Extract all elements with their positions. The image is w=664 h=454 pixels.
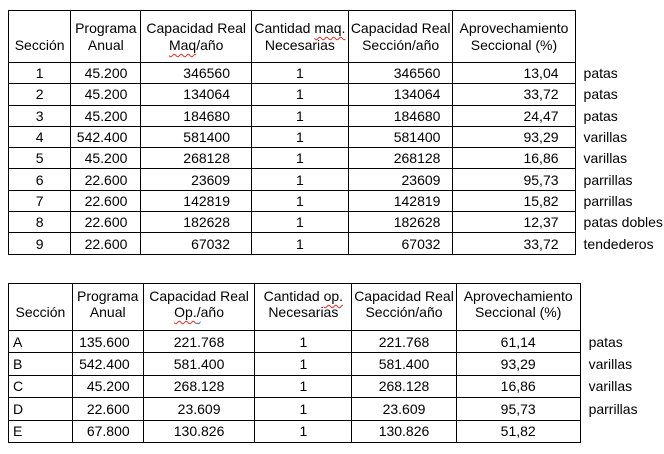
capacidad-real-maq-cell: 184680 <box>141 105 252 126</box>
seccion-cell: 7 <box>9 190 71 211</box>
header-label: Op./año <box>174 304 224 320</box>
header-seccion <box>9 11 71 63</box>
capacidad-real-seccion-cell: 581.400 <box>352 353 457 375</box>
programa-anual-cell: 45.200 <box>71 63 141 84</box>
note-column-spacer <box>575 11 663 63</box>
row-note-label: varillas <box>588 356 633 373</box>
table-row <box>9 84 664 105</box>
table-row <box>9 331 664 353</box>
aprovechamiento-cell: 51,82 <box>456 420 580 442</box>
header-label: Sección <box>15 304 66 320</box>
capacidad-real-seccion-cell: 346560 <box>348 63 453 84</box>
seccion-cell: E <box>9 420 73 442</box>
capacidad-real-seccion-cell: 130.826 <box>352 420 457 442</box>
cantidad-necesarias-cell: 1 <box>252 63 349 84</box>
header-label: Sección/año <box>362 37 440 53</box>
row-note-label <box>580 420 663 442</box>
header-programa-anual <box>71 11 141 63</box>
aprovechamiento-cell: 16,86 <box>456 375 580 397</box>
header-aprovechamiento <box>453 11 575 63</box>
header-label: Cantidad op. <box>263 288 344 304</box>
table-row <box>9 169 664 190</box>
capacidad-real-op-cell: 268.128 <box>143 375 255 397</box>
row-note-label: tendederos <box>583 235 654 252</box>
header-cantidad-necesarias <box>252 11 349 63</box>
cantidad-necesarias-cell: 1 <box>252 105 349 126</box>
capacidad-real-maq-cell: 268128 <box>141 148 252 169</box>
machine-capacity-table <box>8 10 664 255</box>
programa-anual-cell: 67.800 <box>72 420 143 442</box>
aprovechamiento-cell: 61,14 <box>456 331 580 353</box>
capacidad-real-maq-cell: 134064 <box>141 84 252 105</box>
header-label: Capacidad Real <box>149 288 249 304</box>
header-capacidad-real-seccion <box>348 11 453 63</box>
cantidad-necesarias-cell: 1 <box>252 233 349 254</box>
seccion-cell: 3 <box>9 105 71 126</box>
aprovechamiento-cell: 12,37 <box>453 212 575 233</box>
aprovechamiento-cell: 24,47 <box>453 105 575 126</box>
programa-anual-cell: 45.200 <box>71 84 141 105</box>
capacidad-real-op-cell: 581.400 <box>143 353 255 375</box>
header-label: Seccional (%) <box>470 37 558 53</box>
header-programa-anual <box>72 284 143 331</box>
table-row <box>9 148 664 169</box>
table-row <box>9 375 664 397</box>
header-aprovechamiento <box>456 284 580 331</box>
table-row <box>9 353 664 375</box>
cantidad-necesarias-cell: 1 <box>252 84 349 105</box>
capacidad-real-seccion-cell: 134064 <box>348 84 453 105</box>
seccion-cell: 5 <box>9 148 71 169</box>
seccion-cell: C <box>9 375 73 397</box>
table-row <box>9 233 664 254</box>
table-row <box>9 190 664 211</box>
table-header-row <box>9 284 664 331</box>
row-note-label: varillas <box>583 129 628 146</box>
capacidad-real-op-cell: 221.768 <box>143 331 255 353</box>
seccion-cell: 1 <box>9 63 71 84</box>
capacidad-real-seccion-cell: 268.128 <box>352 375 457 397</box>
capacidad-real-seccion-cell: 67032 <box>348 233 453 254</box>
operator-capacity-table <box>8 283 664 443</box>
table-header-row <box>9 11 664 63</box>
header-capacidad-real-seccion <box>352 284 457 331</box>
misspelled-word: maq. <box>314 20 346 36</box>
row-note-label: patas <box>588 333 623 350</box>
programa-anual-cell: 542.400 <box>72 353 143 375</box>
aprovechamiento-cell: 95,73 <box>456 398 580 420</box>
seccion-cell: A <box>9 331 73 353</box>
capacidad-real-seccion-cell: 23.609 <box>352 398 457 420</box>
header-capacidad-real-op <box>143 284 255 331</box>
programa-anual-cell: 22.600 <box>71 190 141 211</box>
aprovechamiento-cell: 15,82 <box>453 190 575 211</box>
header-label: Necesarias <box>268 304 339 320</box>
aprovechamiento-cell: 93,29 <box>453 126 575 147</box>
header-label: Capacidad Real <box>146 20 247 36</box>
cantidad-necesarias-cell: 1 <box>252 212 349 233</box>
header-label: Sección/año <box>365 304 443 320</box>
capacidad-real-seccion-cell: 268128 <box>348 148 453 169</box>
seccion-cell: 2 <box>9 84 71 105</box>
cantidad-necesarias-cell: 1 <box>252 169 349 190</box>
grammar-flagged-text: / <box>196 304 201 320</box>
cantidad-necesarias-cell: 1 <box>252 148 349 169</box>
programa-anual-cell: 22.600 <box>71 169 141 190</box>
seccion-cell: B <box>9 353 73 375</box>
capacidad-real-op-cell: 23.609 <box>143 398 255 420</box>
header-label: Anual <box>87 37 124 53</box>
aprovechamiento-cell: 16,86 <box>453 148 575 169</box>
programa-anual-cell: 45.200 <box>72 375 143 397</box>
capacidad-real-maq-cell: 182628 <box>141 212 252 233</box>
table-row <box>9 126 664 147</box>
programa-anual-cell: 22.600 <box>71 233 141 254</box>
header-label: Necesarias <box>264 37 335 53</box>
programa-anual-cell: 22.600 <box>71 212 141 233</box>
seccion-cell: 6 <box>9 169 71 190</box>
header-label: Maq/año <box>168 37 224 53</box>
header-label: Seccional (%) <box>475 304 562 320</box>
capacidad-real-maq-cell: 23609 <box>141 169 252 190</box>
aprovechamiento-cell: 13,04 <box>453 63 575 84</box>
row-note-label: patas dobles <box>583 214 663 231</box>
programa-anual-cell: 135.600 <box>72 331 143 353</box>
capacidad-real-seccion-cell: 23609 <box>348 169 453 190</box>
programa-anual-cell: 45.200 <box>71 148 141 169</box>
note-column-spacer <box>580 284 663 331</box>
programa-anual-cell: 45.200 <box>71 105 141 126</box>
header-capacidad-real-maq <box>141 11 252 63</box>
table-row <box>9 420 664 442</box>
capacidad-real-maq-cell: 142819 <box>141 190 252 211</box>
cantidad-necesarias-cell: 1 <box>252 190 349 211</box>
header-label: Programa <box>75 20 137 36</box>
cantidad-necesarias-cell: 1 <box>255 398 352 420</box>
table-row <box>9 212 664 233</box>
cantidad-necesarias-cell: 1 <box>255 420 352 442</box>
capacidad-real-seccion-cell: 581400 <box>348 126 453 147</box>
seccion-cell: 4 <box>9 126 71 147</box>
seccion-cell: 9 <box>9 233 71 254</box>
row-note-label: patas <box>583 65 618 82</box>
row-note-label: parrillas <box>583 192 633 209</box>
header-cantidad-necesarias <box>255 284 352 331</box>
cantidad-necesarias-cell: 1 <box>255 375 352 397</box>
seccion-cell: D <box>9 398 73 420</box>
table-row <box>9 63 664 84</box>
header-label: Cantidad maq. <box>254 20 346 36</box>
header-label: Anual <box>89 304 126 320</box>
aprovechamiento-cell: 33,72 <box>453 84 575 105</box>
cantidad-necesarias-cell: 1 <box>255 331 352 353</box>
cantidad-necesarias-cell: 1 <box>255 353 352 375</box>
header-label: Capacidad Real <box>350 20 451 36</box>
row-note-label: patas <box>583 86 618 103</box>
header-label: Aprovechamiento <box>463 288 573 304</box>
row-note-label: varillas <box>588 378 633 395</box>
misspelled-word: Maq <box>168 37 197 53</box>
header-label: Aprovechamiento <box>459 20 569 36</box>
capacidad-real-seccion-cell: 184680 <box>348 105 453 126</box>
header-label: Sección <box>14 37 65 53</box>
capacidad-real-op-cell: 130.826 <box>143 420 255 442</box>
row-note-label: parrillas <box>588 400 638 417</box>
table-row <box>9 398 664 420</box>
misspelled-word: Op. <box>174 304 197 320</box>
header-label: Programa <box>76 288 139 304</box>
table-row <box>9 105 664 126</box>
capacidad-real-maq-cell: 581400 <box>141 126 252 147</box>
seccion-cell: 8 <box>9 212 71 233</box>
capacidad-real-seccion-cell: 182628 <box>348 212 453 233</box>
cantidad-necesarias-cell: 1 <box>252 126 349 147</box>
aprovechamiento-cell: 33,72 <box>453 233 575 254</box>
aprovechamiento-cell: 95,73 <box>453 169 575 190</box>
capacidad-real-seccion-cell: 221.768 <box>352 331 457 353</box>
row-note-label: varillas <box>583 150 628 167</box>
programa-anual-cell: 542.400 <box>71 126 141 147</box>
row-note-label: parrillas <box>583 171 633 188</box>
header-seccion <box>9 284 73 331</box>
capacidad-real-maq-cell: 346560 <box>141 63 252 84</box>
misspelled-word: op. <box>323 288 344 304</box>
capacidad-real-seccion-cell: 142819 <box>348 190 453 211</box>
programa-anual-cell: 22.600 <box>72 398 143 420</box>
row-note-label: patas <box>583 107 618 124</box>
capacidad-real-maq-cell: 67032 <box>141 233 252 254</box>
header-label: Capacidad Real <box>354 288 454 304</box>
aprovechamiento-cell: 93,29 <box>456 353 580 375</box>
